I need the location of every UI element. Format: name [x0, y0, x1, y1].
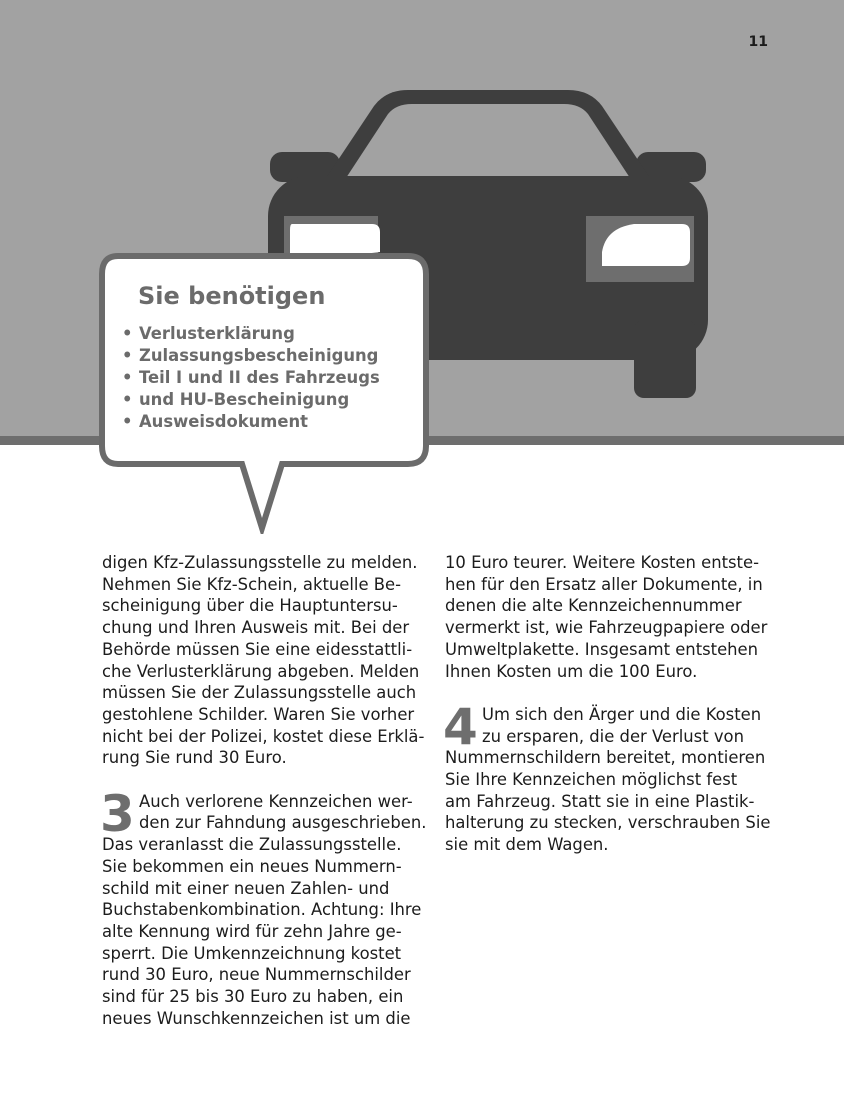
- list-item-continuation: [122, 367, 412, 389]
- page-number: 11: [748, 34, 768, 50]
- text-line: Nummernschildern bereitet, montieren: [445, 748, 766, 768]
- section-number: 3: [100, 784, 135, 843]
- paragraph: [102, 552, 432, 769]
- text-line: alte Kennung wird für zehn Jahre ge-: [102, 921, 402, 941]
- text-line: sind für 25 bis 30 Euro zu haben, ein: [102, 987, 404, 1007]
- text-line: sperrt. Die Umkennzeichnung kostet: [102, 943, 402, 963]
- text-line: scheinigung über die Hauptuntersu-: [102, 596, 398, 616]
- text-line: halterung zu stecken, verschrauben Sie: [445, 813, 771, 833]
- text-line: müssen Sie der Zulassungsstelle auch: [102, 683, 417, 703]
- text-line: den zur Fahndung ausgeschrieben.: [139, 813, 427, 833]
- text-line: sie mit dem Wagen.: [445, 835, 609, 855]
- text-line: Nehmen Sie Kfz-Schein, aktuelle Be-: [102, 574, 402, 594]
- text-line: Sie Ihre Kennzeichen möglichst fest: [445, 770, 738, 790]
- text-line: chung und Ihren Ausweis mit. Bei der: [102, 618, 410, 638]
- list-item-text: Teil I und II des Fahrzeugs: [139, 367, 380, 387]
- text-line: Auch verlorene Kennzeichen wer-: [139, 791, 413, 811]
- text-line: rung Sie rund 30 Euro.: [102, 748, 287, 768]
- list-item-text: und HU-Bescheinigung: [139, 389, 350, 409]
- text-line: rund 30 Euro, neue Nummernschilder: [102, 965, 411, 985]
- section-4: [443, 697, 775, 856]
- text-line: Buchstabenkombination. Achtung: Ihre: [102, 900, 422, 920]
- text-line: zu ersparen, die der Verlust von: [482, 726, 744, 746]
- text-line: schild mit einer neuen Zahlen- und: [102, 878, 390, 898]
- text-line: neues Wunschkennzeichen ist um die: [102, 1008, 411, 1028]
- text-line: Um sich den Ärger und die Kosten: [482, 704, 762, 724]
- list-item-continuation: [122, 389, 412, 411]
- text-line: Ihnen Kosten um die 100 Euro.: [445, 661, 698, 681]
- text-line: 10 Euro teurer. Weitere Kosten entste-: [445, 553, 759, 572]
- list-item: • Ausweisdokument: [122, 411, 412, 433]
- text-line: nicht bei der Polizei, kostet diese Erklä-: [102, 726, 425, 746]
- text-line: am Fahrzeug. Statt sie in eine Plastik-: [445, 791, 755, 811]
- text-line: Das veranlasst die Zulassungsstelle.: [102, 835, 402, 855]
- right-column: [445, 552, 775, 856]
- paragraph: [445, 552, 775, 682]
- list-item: • Verlusterklärung: [122, 323, 412, 345]
- callout-title: Sie benötigen: [138, 282, 326, 310]
- text-line: Behörde müssen Sie eine eidesstattli-: [102, 639, 413, 659]
- text-line: gestohlene Schilder. Waren Sie vorher: [102, 704, 415, 724]
- requirements-list: [122, 323, 412, 433]
- text-line: che Verlusterklärung abgeben. Melden: [102, 661, 420, 681]
- text-line: vermerkt ist, wie Fahrzeugpapiere oder: [445, 618, 768, 638]
- text-line: denen die alte Kennzeichennummer: [445, 596, 742, 616]
- text-line: Sie bekommen ein neues Nummern-: [102, 856, 402, 876]
- left-column: [102, 552, 432, 1029]
- section-number: 4: [443, 697, 478, 756]
- list-item: • Zulassungsbescheinigung: [122, 345, 412, 367]
- text-line: digen Kfz-Zulassungsstelle zu melden.: [102, 553, 418, 572]
- callout-content: [122, 282, 412, 433]
- section-3: [100, 784, 432, 1030]
- text-line: Umweltplakette. Insgesamt entstehen: [445, 639, 759, 659]
- text-line: hen für den Ersatz aller Dokumente, in: [445, 574, 763, 594]
